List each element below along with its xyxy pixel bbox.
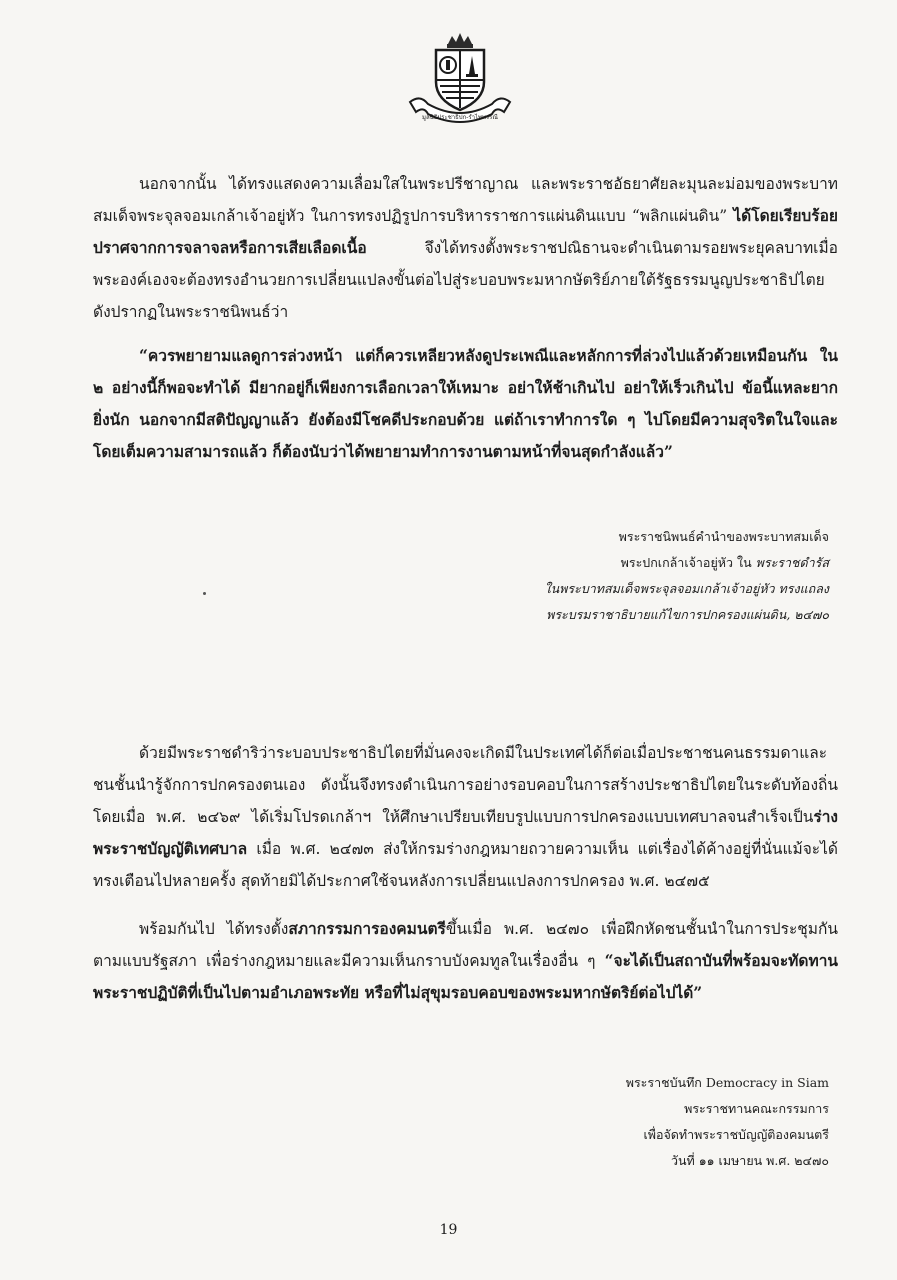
paragraph3-text-b: ขึ้นเมื่อ พ.ศ. ๒๔๗๐ เพื่อฝึกหัดชนชั้นนำในการประชุมกันตามแบบรัฐสภา เพื่อร่างกฎหมายและมีความเห็นกราบบังคมทูลในเรื่องอื่น ๆ: [93, 920, 838, 970]
royal-quote: [93, 340, 838, 468]
reference1-line4: พระบรมราชาธิบายแก้ไขการปกครองแผ่นดิน, ๒๔๗๐: [546, 607, 829, 622]
royal-quote-text: “ควรพยายามแลดูการล่วงหน้า แต่ก็ควรเหลียวหลังดูประเพณีและหลักการที่ล่วงไปแล้วด้วยเหมือนกัน ใน ๒ อย่างนี้ก็พอจะทำได้ มียากอยู่ก็เพียงการเลือกเวลาให้เหมาะ อย่าให้ช้าเกินไป อย่าให้เร็วเกินไป ข้อนี้แหละยากยิ่งนัก นอกจากมีสติปัญญาแล้ว ยังต้องมีโชคดีประกอบด้วย แต่ถ้าเราทำการใด ๆ ไปโดยมีความสุจริตในใจและโดยเต็มความสามารถแล้ว ก็ต้องนับว่าได้พยายามทำการงานตามหน้าที่จนสุดกำลังแล้ว”: [93, 346, 838, 461]
paragraph1-bold-phrase: ได้โดยเรียบร้อยปราศจากการจลาจลหรือการเสียเลือดเนื้อ: [93, 206, 838, 257]
reference2-line4: วันที่ ๑๑ เมษายน พ.ศ. ๒๔๗๐: [670, 1153, 829, 1168]
reference-citation-2: [626, 1070, 829, 1174]
paragraph3-bold-quote: “จะได้เป็นสถาบันที่พร้อมจะทัดทานพระราชปฏิบัติที่เป็นไปตามอำเภอพระทัย หรือที่ไม่สุขุมรอบคอบของพระมหากษัตริย์ต่อไปได้”: [93, 951, 838, 1002]
paragraph2-text-b: เมื่อ พ.ศ. ๒๔๗๓ ส่งให้กรมร่างกฎหมายถวายความเห็น แต่เรื่องได้ค้างอยู่ที่นั่นแม้จะได้ทรงเตือนไปหลายครั้ง สุดท้ายมิได้ประกาศใช้จนหลังการเปลี่ยนแปลงการปกครอง พ.ศ. ๒๔๗๕: [93, 840, 838, 890]
reference1-line1: พระราชนิพนธ์คำนำของพระบาทสมเด็จ: [618, 529, 829, 544]
paragraph-municipal-bill: [93, 737, 838, 897]
reference1-line2-a: พระปกเกล้าเจ้าอยู่หัว ใน: [620, 555, 756, 570]
reference2-line3: เพื่อจัดทำพระราชบัญญัติองคมนตรี: [643, 1127, 829, 1142]
paragraph3-text-a: พร้อมกันไป ได้ทรงตั้ง: [139, 920, 289, 938]
page-number: 19: [439, 1222, 458, 1238]
reference2-line1: พระราชบันทึก Democracy in Siam: [625, 1075, 829, 1090]
paragraph2-text-a: ด้วยมีพระราชดำริว่าระบอบประชาธิปไตยที่มั่นคงจะเกิดมีในประเทศได้ก็ต่อเมื่อประชาชนคนธรรมดาและชนชั้นนำรู้จักการปกครองตนเอง ดังนั้นจึงทรงดำเนินการอย่างรอบคอบในการสร้างประชาธิปไตยในระดับท้องถิ่น โดยเมื่อ พ.ศ. ๒๔๖๙ ได้เริ่มโปรดเกล้าฯ ให้ศึกษาเปรียบเทียบรูปแบบการปกครองแบบเทศบาลจนสำเร็จเป็น: [93, 744, 838, 826]
reference1-line3: ในพระบาทสมเด็จพระจุลจอมเกล้าเจ้าอยู่หัว ทรงแถลง: [544, 581, 829, 596]
paragraph3-bold-phrase: สภากรรมการองคมนตรี: [288, 919, 446, 938]
paragraph2-bold-phrase: ร่างพระราชบัญญัติเทศบาล: [93, 807, 838, 858]
reference2-line2: พระราชทานคณะกรรมการ: [684, 1101, 829, 1116]
crest-banner-text: มูลนิธิประชาธิปก-รำไพพรรณี: [422, 114, 498, 121]
paragraph1-text-b: จึงได้ทรงตั้งพระราชปณิธานจะดำเนินตามรอยพระยุคลบาทเมื่อพระองค์เองจะต้องทรงอำนวยการเปลี่ยนแปลงขั้นต่อไปสู่ระบอบพระมหากษัตริย์ภายใต้รัฐธรรมนูญประชาธิปไตย ดังปรากฏในพระราชนิพนธ์ว่า: [93, 239, 838, 321]
paragraph1-text-a: นอกจากนั้น ได้ทรงแสดงความเลื่อมใสในพระปรีชาญาณ และพระราชอัธยาศัยละมุนละม่อมของพระบาทสมเด็จพระจุลจอมเกล้าเจ้าอยู่หัว ในการทรงปฏิรูปการบริหารราชการแผ่นดินแบบ “พลิกแผ่นดิน”: [93, 175, 838, 225]
paper-speck: [203, 592, 206, 595]
reference-citation-1: [545, 524, 829, 628]
paragraph-royal-intent: [93, 168, 838, 328]
foundation-crest-icon: [400, 30, 520, 132]
reference1-line2-b: พระราชดำรัส: [755, 555, 829, 570]
paragraph-privy-council: [93, 913, 838, 1009]
